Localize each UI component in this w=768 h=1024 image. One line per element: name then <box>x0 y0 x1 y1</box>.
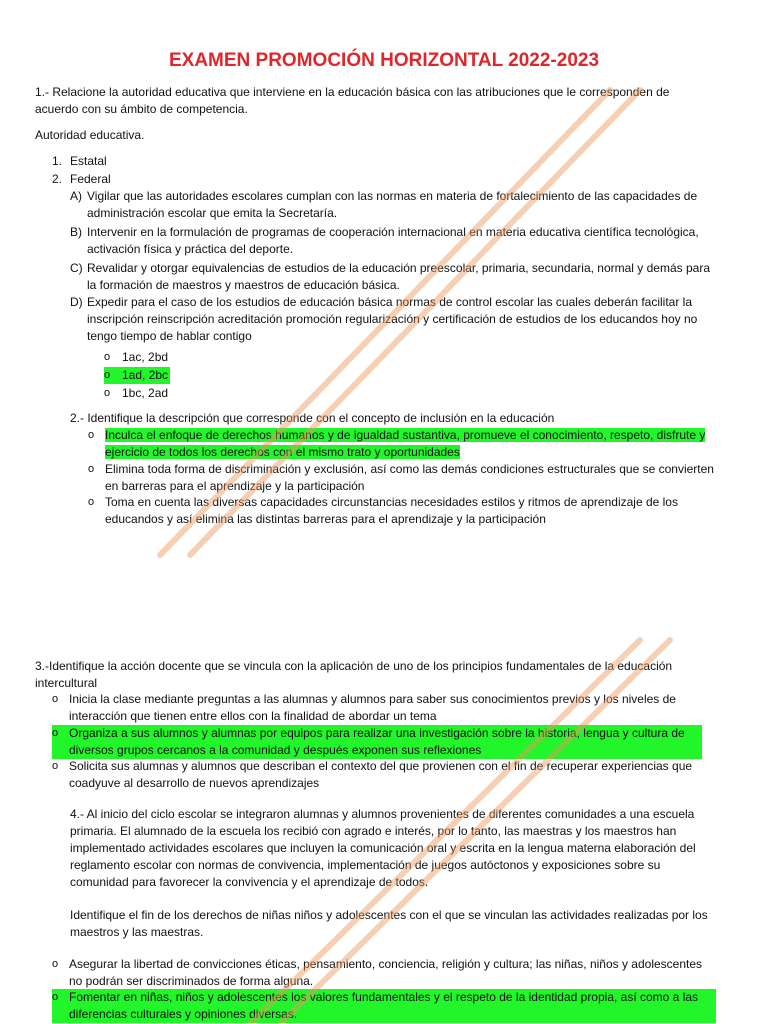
answer-option[interactable]: o 1bc, 2ad <box>104 386 169 400</box>
answer-option[interactable]: o Solicita sus alumnas y alumnos que describan el contexto del que provienen con el fin de recuperar experiencias que coadyuve al desarrollo de nuevos aprendizajes <box>52 759 693 790</box>
bullet-icon: o <box>52 991 59 1003</box>
attribution-item: B) Intervenir en la formulación de programas de cooperación internacional en materia educativa científica tecnológica, activación física y práctica del deporte. <box>70 225 699 256</box>
attribution-list <box>70 188 735 348</box>
bullet-icon: o <box>88 463 95 475</box>
authority-label: Autoridad educativa. <box>35 128 145 142</box>
question-4-options <box>52 956 732 1023</box>
answer-option[interactable]: o Inicia la clase mediante preguntas a las alumnas y alumnos para saber sus conocimientos previos y los niveles de interacción que tienen entre ellos con la finalidad de abordar un tema <box>52 692 676 723</box>
answer-option[interactable]: o Toma en cuenta las diversas capacidades circunstancias necesidades estilos y ritmos de aprendizaje de los educandos y así elimina las distintas barreras para el aprendizaje y la participación <box>88 495 678 526</box>
attribution-item: D) Expedir para el caso de los estudios de educación básica normas de control escolar las cuales deberán facilitar la inscripción reinscripción acreditación promoción regularización y certificación de estudios de los educandos hoy no tengo tiempo de hablar contigo <box>70 295 698 343</box>
question-4-context: 4.- Al inicio del ciclo escolar se integraron alumnas y alumnos provenientes de diferentes comunidades a una escuela primaria. El alumnado de la escuela los recibió con agrado e interés, por lo tanto, las maestras y los maestros han implementado actividades escolares que incluyen la comunicación oral y escrita en la lengua materna elaboración del reglamento escolar con normas de convivencia, implementación de juegos autóctonos y exposiciones sobre su comunidad para favorecer la convivencia y el aprendizaje de todos. <box>70 807 696 889</box>
answer-option[interactable]: o Asegurar la libertad de convicciones éticas, pensamiento, conciencia, religión y cultura; las niñas, niños y adolescentes no podrán ser discriminados de forma alguna. <box>52 957 703 988</box>
bullet-icon: o <box>52 760 59 772</box>
bullet-icon: o <box>104 387 111 399</box>
bullet-icon: o <box>88 496 95 508</box>
answer-option-selected[interactable]: o Organiza a sus alumnos y alumnas por equipos para realizar una investigación sobre la historia, lengua y cultura de diversos grupos cercanos a la comunidad y después exponen sus reflexiones <box>52 725 732 758</box>
authority-item: 1. Estatal <box>52 154 107 168</box>
question-1 <box>35 84 735 118</box>
bullet-icon: o <box>52 727 59 739</box>
authority-label-federal: Federal <box>70 172 111 186</box>
question-2-options <box>88 427 733 528</box>
answer-option[interactable]: o Elimina toda forma de discriminación y exclusión, así como las demás condiciones estructurales que se convierten en barreras para el aprendizaje y la participación <box>88 462 714 493</box>
authority-list <box>52 153 352 189</box>
attribution-item: A) Vigilar que las autoridades escolares cumplan con las normas en materia de fortalecimiento de las capacidades de administración escolar que emita la Secretaría. <box>70 189 698 220</box>
bullet-icon: o <box>52 958 59 970</box>
bullet-icon: o <box>104 369 111 381</box>
question-4-text: Identifique el fin de los derechos de niñas niños y adolescentes con el que se vinculan las actividades realizadas por los maestros y las maestras. <box>70 908 708 939</box>
page-title: EXAMEN PROMOCIÓN HORIZONTAL 2022-2023 <box>168 50 600 71</box>
authority-label-estatal: Estatal <box>70 154 107 168</box>
bullet-icon: o <box>52 693 59 705</box>
attribution-item: C) Revalidar y otorgar equivalencias de estudios de la educación preescolar, primaria, secundaria, normal y demás para la formación de maestros y maestros de educación básica. <box>70 261 711 292</box>
question-2-text: 2.- Identifique la descripción que corresponde con el concepto de inclusión en la educación <box>70 411 555 425</box>
bullet-icon: o <box>88 429 95 441</box>
question-3-options <box>52 691 732 792</box>
answer-option-selected[interactable]: o Inculca el enfoque de derechos humanos y de igualdad sustantiva, promueve el conocimiento, respeto, disfrute y ejercicio de todos los derechos con el mismo trato y oportunidades <box>88 428 706 459</box>
answer-option-selected[interactable]: o Fomentar en niñas, niños y adolescentes los valores fundamentales y el respeto de la identidad propia, así como a las diferencias culturales y opiniones diversas. <box>52 989 732 1023</box>
question-3 <box>35 658 735 692</box>
question-3-text-line-2: intercultural <box>35 676 98 690</box>
answer-option[interactable]: o 1ac, 2bd <box>104 350 169 364</box>
answer-option-selected[interactable]: o 1ad, 2bc <box>104 368 169 382</box>
question-1-text-line-2: acuerdo con su ámbito de competencia. <box>35 102 248 116</box>
bullet-icon: o <box>104 351 111 363</box>
authority-item: 2. Federal <box>52 172 111 186</box>
question-3-text-line-1: 3.-Identifique la acción docente que se vincula con la aplicación de uno de los principios fundamentales de la educación <box>35 659 673 673</box>
question-1-text-line-1: 1.- Relacione la autoridad educativa que interviene en la educación básica con las atribuciones que le corresponden de <box>35 85 670 99</box>
question-1-options <box>104 349 404 403</box>
